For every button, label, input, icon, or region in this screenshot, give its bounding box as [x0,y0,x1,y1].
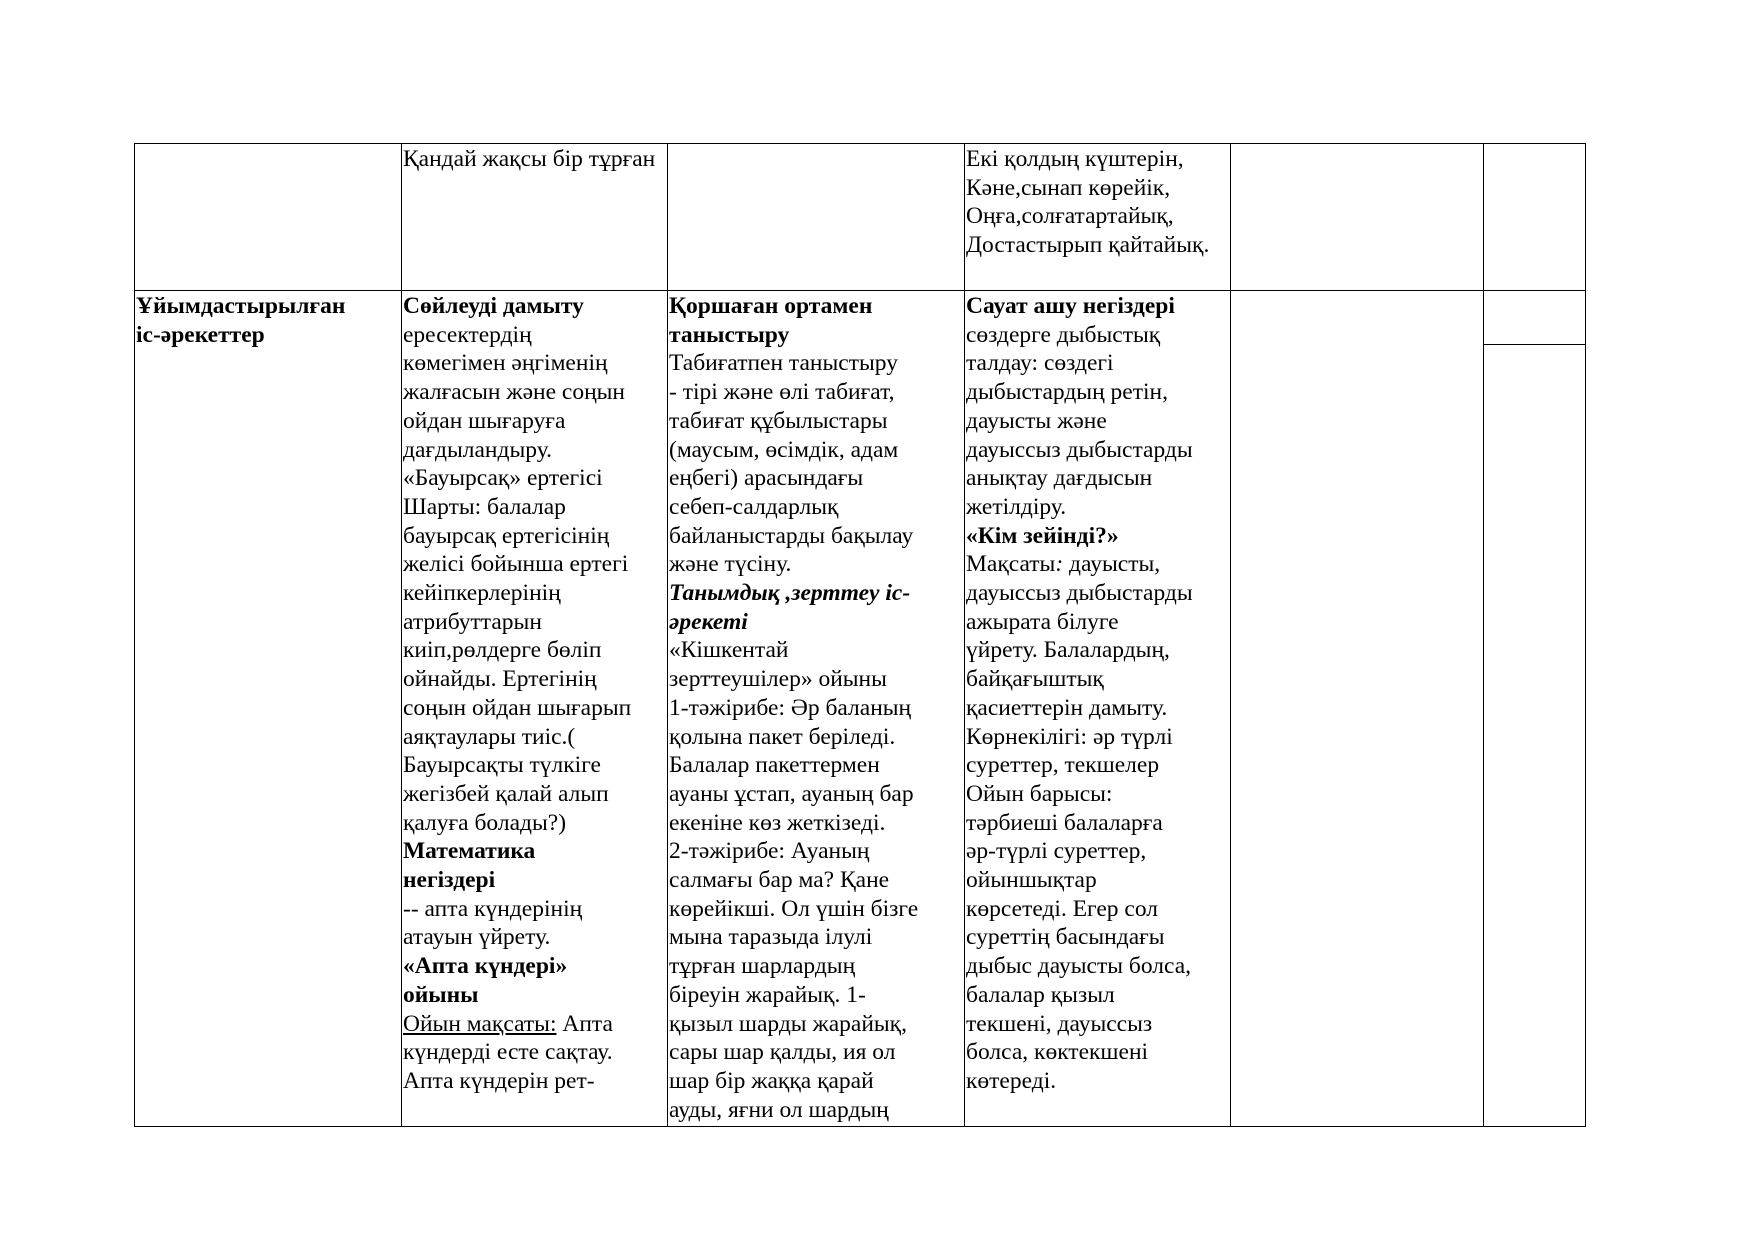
text-line: кейіпкерлерінің [403,580,561,607]
text-line: сөздерге дыбыстық [966,321,1161,348]
text-line: табиғат құбылыстары [669,407,888,434]
row-divider [134,290,1586,291]
text-line: көтереді. [966,1067,1057,1094]
text-line: екеніне көз жеткізеді. [669,809,886,836]
text-line: салмағы бар ма? Қане [669,867,890,894]
row2-col2-speech-math [403,292,631,1096]
text-line: бауырсақ ертегісінің [403,522,610,549]
section-title: негіздері [403,867,496,894]
text-line: дауыссыз дыбыстарды [966,580,1193,607]
text-line: Апта күндерін рет- [403,1067,595,1094]
row2-col4-literacy [966,292,1193,1096]
text-line: Кәне,сынап көрейік, [966,174,1171,201]
row2-col3-environment [669,292,918,1124]
text-line: суреттер, текшелер [966,752,1160,779]
text-line: көрейікші. Ол үшін бізге [669,895,919,922]
text-line: сары шар қалды, ия ол [669,1039,896,1066]
text-line [403,1010,631,1039]
section-title: Сөйлеуді дамыту [403,293,584,319]
underlined-label: Ойын мақсаты: [403,1010,557,1037]
text-line: дыбыс дауысты болса, [966,953,1192,980]
column-divider [1230,143,1231,1127]
text-line: еңбегі) арасындағы [669,465,864,492]
text-line: тәрбиеші балаларға [966,809,1163,836]
row2-col1-heading [136,292,345,349]
text-span: : [1055,551,1064,578]
text-line: ойдан шығаруға [403,407,566,434]
text-line: Балалар пакеттермен [669,752,880,779]
text-line: балалар қызыл [966,981,1115,1008]
text-line: атауын үйрету. [403,924,551,951]
table-border-top [134,143,1586,144]
text-line [966,550,1193,579]
section-title: әрекеті [669,608,748,635]
text-line: (маусым, өсімдік, адам [669,436,899,463]
text-line: және түсіну. [669,551,792,578]
text-line: соңын ойдан шығарып [403,694,632,721]
table-border-right [1585,143,1586,1127]
row1-col2-text [403,145,655,174]
text-line: көрсетеді. Егер сол [966,895,1159,922]
text-line: киіп,рөлдерге бөліп [403,637,602,664]
text-line: әр-түрлі суреттер, [966,838,1147,865]
table-border-bottom [134,1126,1586,1127]
text-line: Достастырып қайтайық. [966,232,1210,259]
section-title: Сауат ашу негіздері [966,293,1175,319]
text-line: ересектердің [403,321,532,348]
text-line: біреуін жарайық. 1- [669,981,866,1008]
column-divider [1483,143,1484,1127]
text-line: дауыссыз дыбыстарды [966,436,1193,463]
text-line: себеп-салдарлық [669,493,839,520]
text-line: желісі бойынша ертегі [403,551,629,578]
game-title: ойыны [403,981,479,1008]
text-line: іс-әрекеттер [136,321,265,348]
text-line: күндерді есте сақтау. [403,1039,613,1066]
text-line: ауаны ұстап, ауаның бар [669,780,914,807]
text-line: Табиғатпен таныстыру [669,350,898,377]
text-line: ажырата білуге [966,608,1119,635]
cell-split-line [1483,344,1586,345]
text-line: қалуға болады?) [403,809,567,836]
text-line: дағдыландыру. [403,436,552,463]
text-span: Мақсаты [966,551,1056,578]
column-divider [964,143,965,1127]
text-line: көмегімен әңгіменің [403,350,608,377]
text-line: шар бір жаққа қарай [669,1067,874,1094]
text-line: «Кішкентай [669,637,789,664]
section-title: таныстыру [669,321,790,348]
text-line: атрибуттарын [403,608,542,635]
text-line: Шарты: балалар [403,493,566,520]
text-line: талдау: сөздегі [966,350,1114,377]
text-line: ойнайды. Ертегінің [403,666,597,693]
text-line: жетілдіру. [966,493,1067,520]
text-line: болса, көктекшені [966,1039,1149,1066]
text-line: тұрған шарлардың [669,953,856,980]
text-line: Бауырсақты түлкіге [403,752,601,779]
text-line: Оңға,солғатартайық, [966,203,1174,230]
text-line: аяқтаулары тиіс.( [403,723,576,750]
text-line: қызыл шарды жарайық, [669,1010,907,1037]
text-line: қасиеттерін дамыту. [966,694,1168,721]
text-line: - тірі және өлі табиғат, [669,379,895,406]
text-line: үйрету. Балалардың, [966,637,1170,664]
section-title: Математика [403,838,536,865]
text-line: жалғасын және соңын [403,379,626,406]
text-span: Апта [556,1010,613,1037]
text-line: суреттің басындағы [966,924,1165,951]
text-line: ойыншықтар [966,867,1097,894]
text-line: Қандай жақсы бір тұрған [403,146,656,172]
column-divider [667,143,668,1127]
text-line: байланыстарды бақылау [669,522,914,549]
text-line: -- апта күндерінің [403,895,583,922]
text-line: «Бауырсақ» ертегісі [403,465,603,492]
text-line: дауысты және [966,407,1107,434]
text-line: жегізбей қалай алып [403,780,609,807]
text-line: анықтау дағдысын [966,465,1153,492]
text-line: Екі қолдың күштерін, [966,146,1184,172]
section-title: Қоршаған ортамен [669,293,873,319]
text-line: байқағыштық [966,666,1104,693]
text-line: зерттеушілер» ойыны [669,666,887,693]
text-line: Ұйымдастырылған [136,293,346,319]
game-title: «Кім зейінді?» [966,522,1119,549]
text-line: мына таразыда ілулі [669,924,873,951]
text-line: дыбыстардың ретін, [966,379,1168,406]
text-line: Ойын барысы: [966,780,1113,807]
game-title: «Апта күндері» [403,953,568,980]
column-divider [401,143,402,1127]
text-line: Көрнекілігі: әр түрлі [966,723,1173,750]
text-line: ауды, яғни ол шардың [669,1096,889,1123]
row1-col4-poem [966,145,1209,260]
table-border-left [134,143,135,1127]
text-line: текшені, дауыссыз [966,1010,1153,1037]
text-span: дауысты, [1063,551,1161,578]
text-line: 2-тәжірибе: Ауаның [669,838,870,865]
section-title: Танымдық ,зерттеу іс- [669,580,911,607]
text-line: қолына пакет беріледі. [669,723,896,750]
text-line: 1-тәжірибе: Әр баланың [669,694,912,721]
